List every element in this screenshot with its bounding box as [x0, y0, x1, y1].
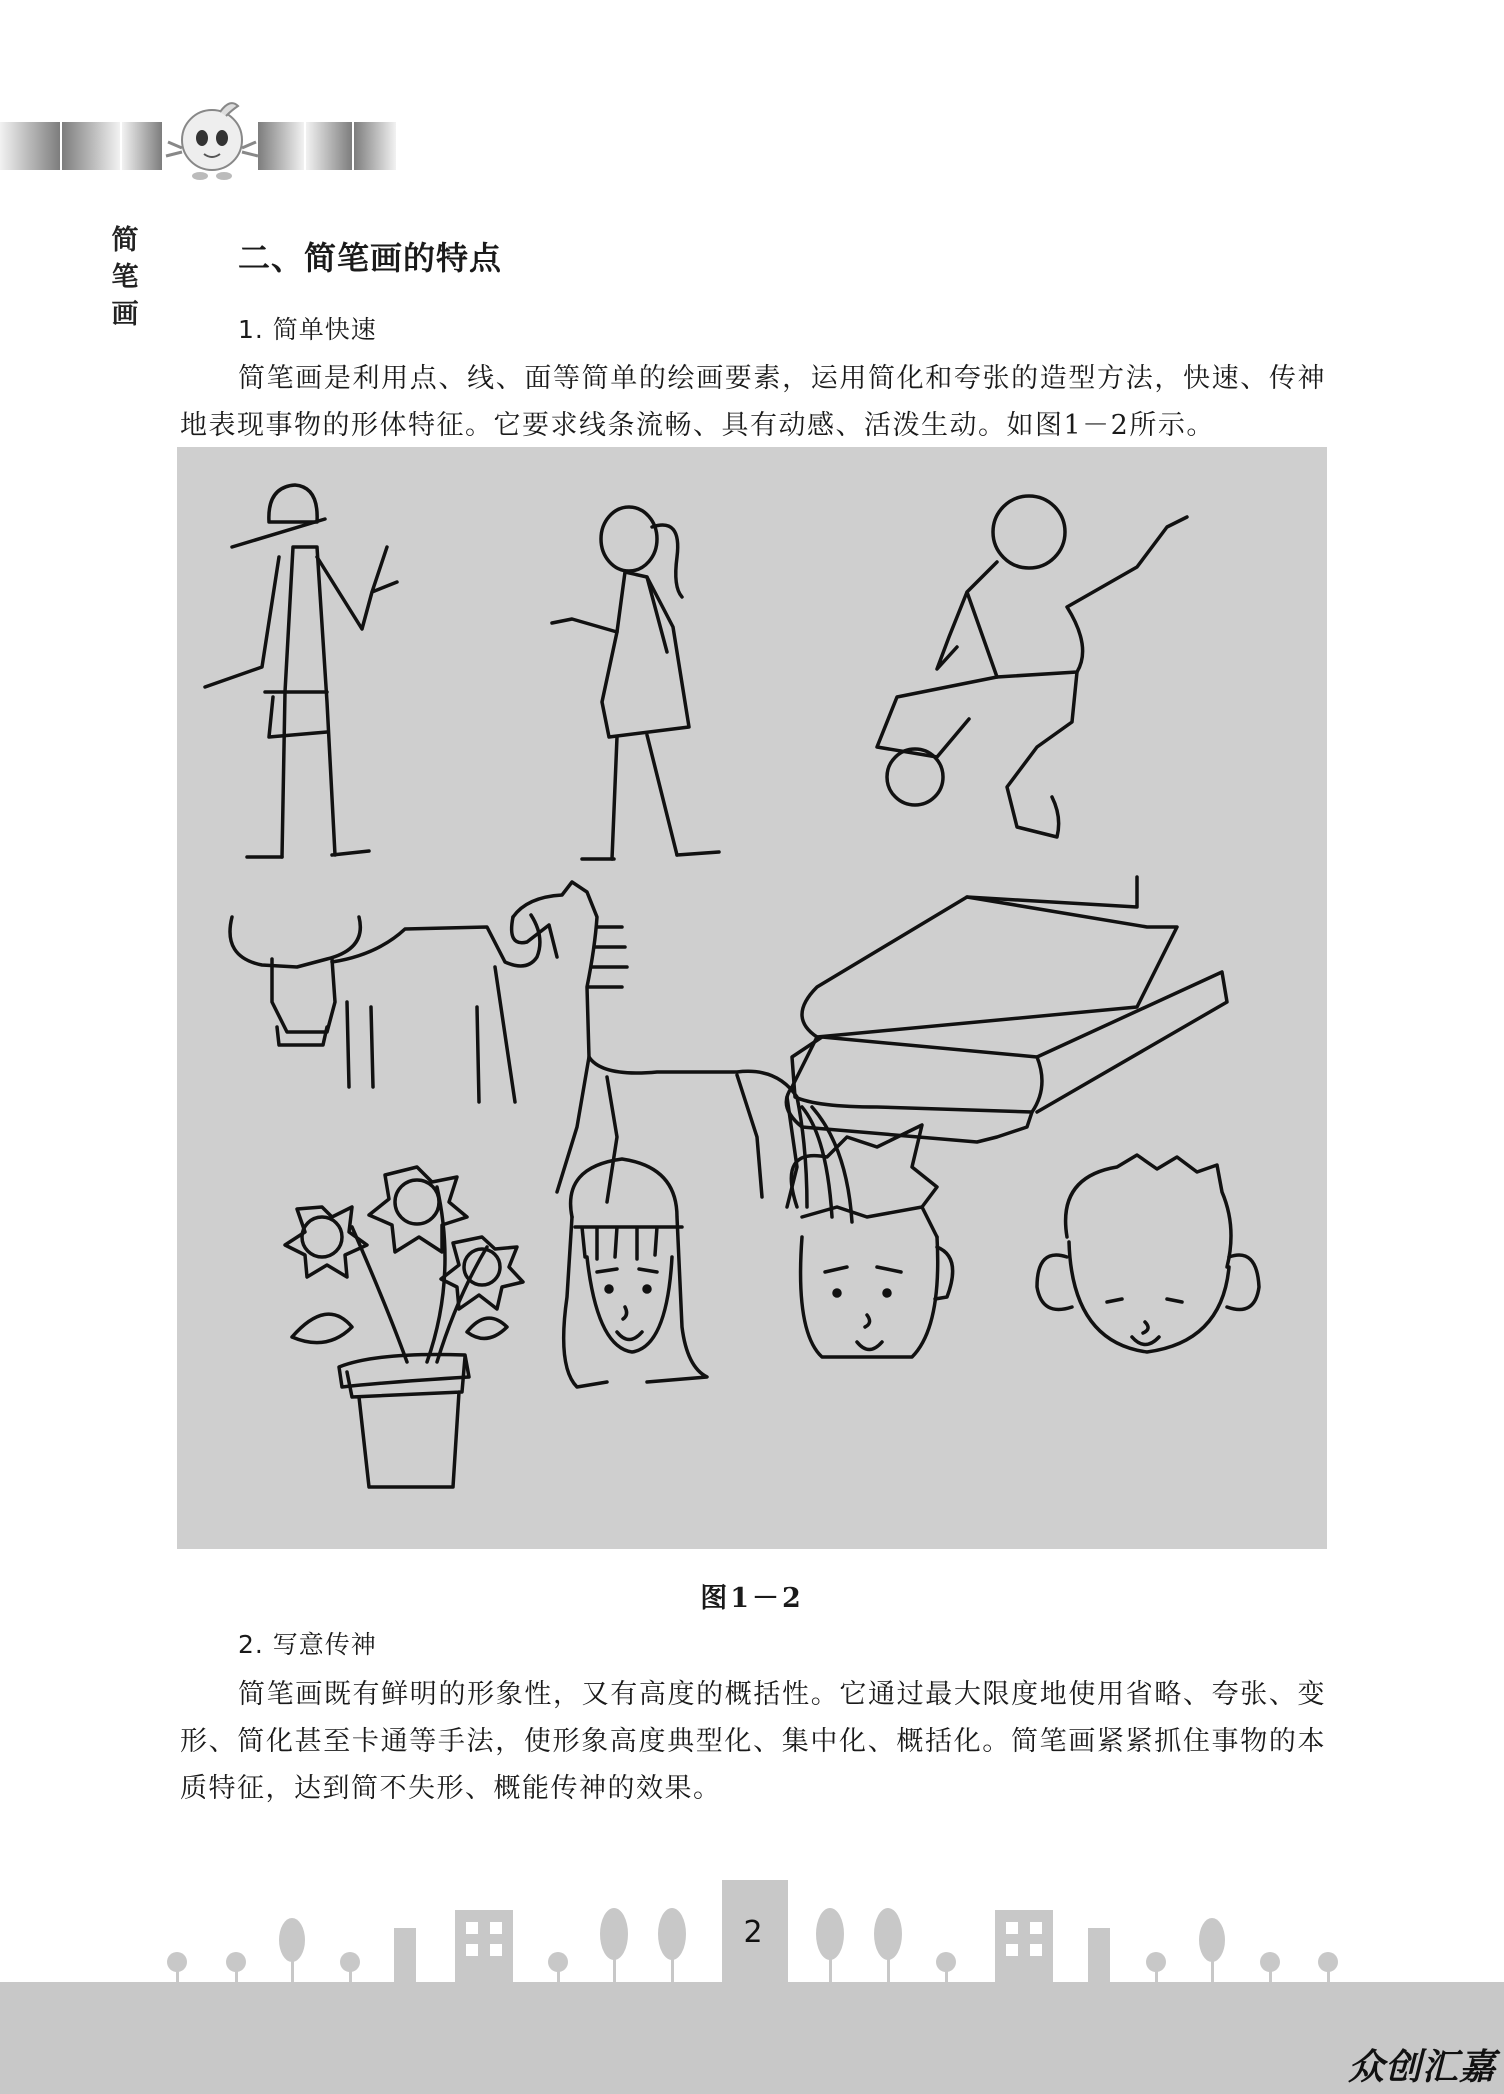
books — [786, 877, 1227, 1142]
side-label-char: 简 — [111, 225, 139, 256]
footer-skyline — [0, 1870, 1504, 2094]
ox — [230, 915, 540, 1102]
woman-figure — [552, 507, 719, 859]
paragraph: 简笔画是利用点、线、面等简单的绘画要素，运用简化和夸张的造型方法，快速、传神地表现事物的形体特征。它要求线条流畅、具有动感、活泼生动。如图1－2所示。 — [180, 363, 1326, 441]
soccer-player — [877, 496, 1187, 837]
figure-illustration — [177, 447, 1327, 1549]
boy-face — [791, 1125, 952, 1357]
section-title: 二、简笔画的特点 — [238, 239, 503, 277]
mascot-logo — [160, 96, 264, 182]
watermark: 众创汇嘉 — [1347, 2047, 1496, 2088]
page-number: 2 — [743, 1915, 763, 1950]
paragraph: 简笔画既有鲜明的形象性，又有高度的概括性。它通过最大限度地使用省略、夸张、变形、简化甚至卡通等手法，使形象高度典型化、集中化、概括化。简笔画紧紧抓住事物的本质特征，达到简不失形、概能传神的效果。 — [180, 1679, 1326, 1804]
man-figure — [205, 485, 397, 857]
subsection-title: 2. 写意传神 — [238, 1630, 377, 1659]
side-label-char: 笔 — [111, 262, 139, 293]
flower-pot — [285, 1167, 523, 1487]
child-face — [1037, 1155, 1259, 1352]
figure-caption: 图1－2 — [700, 1583, 804, 1614]
subsection-title: 1. 简单快速 — [238, 315, 377, 344]
side-label — [108, 222, 142, 333]
side-label-char: 画 — [111, 299, 139, 330]
girl-face — [564, 1159, 707, 1387]
